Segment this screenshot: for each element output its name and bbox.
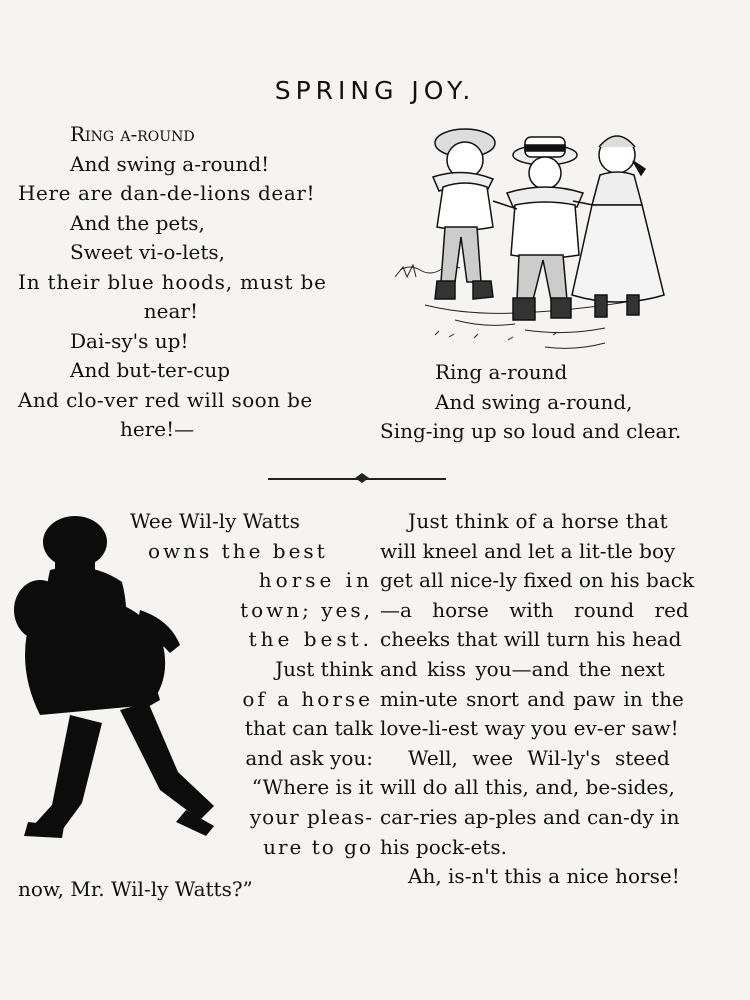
poem-line: Dai-sy's up! (70, 328, 189, 353)
poem-line: And clo-ver red will soon be (18, 387, 313, 412)
page-title: SPRING JOY. (274, 76, 476, 105)
story-line: that can talk (244, 716, 373, 741)
poem-line: Here are dan-de-lions dear! (18, 181, 316, 205)
story-line: Well, wee Wil-ly's steed (408, 745, 670, 770)
divider-ornament (355, 473, 369, 483)
story-line: Just think (275, 656, 373, 681)
story-line: your pleas- (249, 804, 373, 829)
story-line: will do all this, and, be-sides, (380, 775, 675, 800)
story-line: and kiss you—and the next (380, 656, 665, 681)
story-line: the best. (248, 627, 373, 652)
poem-line: near! (143, 299, 198, 323)
poem-right-column (380, 358, 740, 447)
poem-line: In their blue hoods, must be (18, 269, 327, 294)
story-line: owns the best (148, 538, 328, 563)
story-line: of a horse (242, 686, 373, 711)
story-line: ure to go (263, 834, 373, 859)
story-line: will kneel and let a lit-tle boy (380, 538, 676, 563)
story-line: Ah, is-n't this a nice horse! (408, 864, 680, 889)
poem-line: And the pets, (70, 210, 205, 235)
story-line: min-ute snort and paw in the (380, 686, 684, 711)
story-line: get all nice-ly fixed on his back (380, 568, 695, 593)
story-line: Wee Wil-ly Watts (130, 509, 300, 533)
story-line: “Where is it (251, 775, 373, 800)
dancing-children-illustration (395, 115, 675, 360)
poem-line: Ring a-round (70, 122, 195, 146)
poem-line: Sweet vi-o-lets, (70, 240, 226, 264)
poem-line: And swing a-round! (70, 151, 270, 176)
poem-line: Sing-ing up so loud and clear. (380, 419, 682, 443)
story-line-last: now, Mr. Wil-ly Watts?” (18, 877, 253, 901)
story-line: cheeks that will turn his head (380, 627, 682, 652)
story-right-column (380, 507, 725, 892)
story-line: Just think of a horse that (408, 509, 668, 533)
story-line: town; yes, (240, 597, 373, 622)
story-line: love-li-est way you ev-er saw! (380, 716, 679, 741)
poem-left-column (18, 120, 363, 445)
poem-line: here!— (120, 417, 195, 441)
poem-line: And swing a-round, (435, 389, 633, 414)
story-left-column (130, 507, 373, 862)
story-line: car-ries ap-ples and can-dy in (380, 804, 680, 829)
story-line: and ask you: (245, 745, 373, 770)
story-line: horse in (258, 568, 373, 593)
poem-line: Ring a-round (435, 360, 568, 384)
poem-line: And but-ter-cup (70, 358, 231, 382)
story-line: —a horse with round red (380, 597, 689, 622)
story-line: his pock-ets. (380, 834, 507, 859)
